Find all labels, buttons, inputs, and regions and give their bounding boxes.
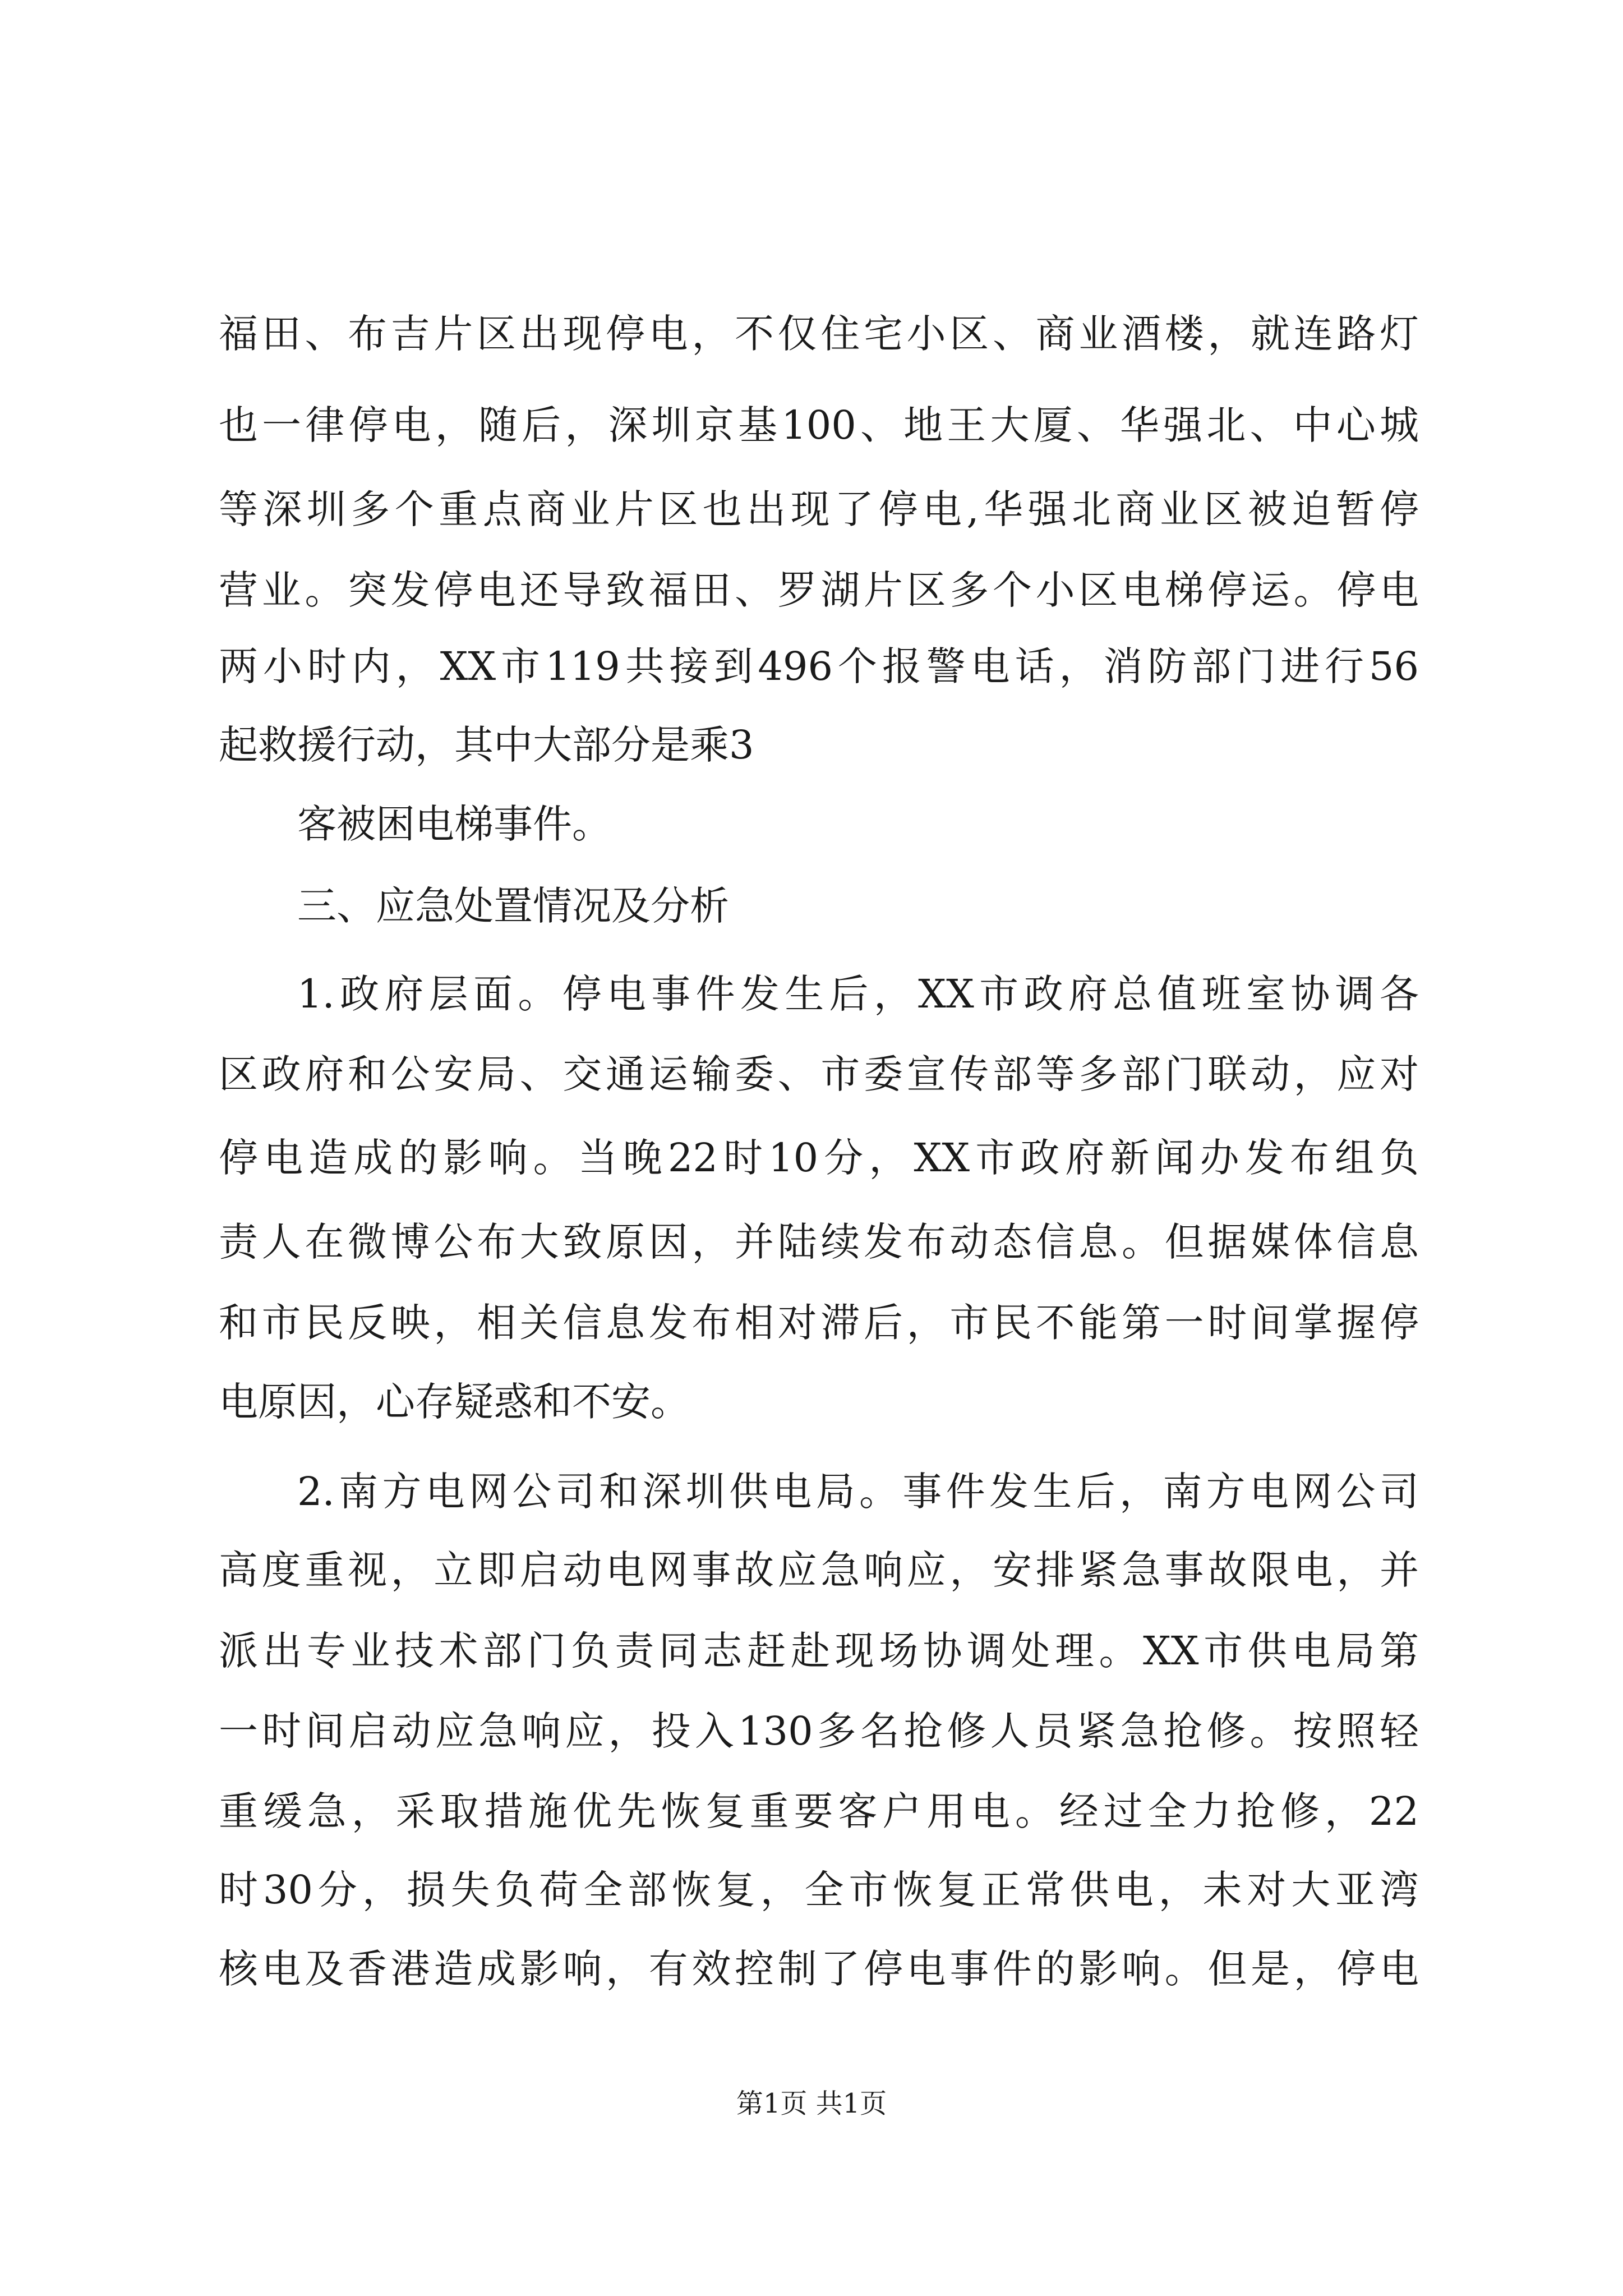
text-line: 时30分，损失负荷全部恢复，全市恢复正常供电，未对大亚湾	[219, 1867, 1419, 1913]
text-line: 两小时内，XX市119共接到496个报警电话，消防部门进行56	[219, 643, 1419, 689]
section-heading: 三、应急处置情况及分析	[297, 883, 729, 929]
text-line: 重缓急，采取措施优先恢复重要客户用电。经过全力抢修，22	[219, 1788, 1419, 1834]
text-line: 等深圳多个重点商业片区也出现了停电,华强北商业区被迫暂停	[219, 486, 1419, 532]
text-line: 和市民反映，相关信息发布相对滞后，市民不能第一时间掌握停	[219, 1300, 1419, 1346]
text-line: 2.南方电网公司和深圳供电局。事件发生后，南方电网公司	[297, 1469, 1419, 1515]
text-line: 1.政府层面。停电事件发生后，XX市政府总值班室协调各	[297, 971, 1419, 1017]
page-number-footer: 第1页 共1页	[736, 2088, 887, 2119]
text-line: 也一律停电，随后，深圳京基100、地王大厦、华强北、中心城	[219, 402, 1419, 448]
text-line: 派出专业技术部门负责同志赶赴现场协调处理。XX市供电局第	[219, 1628, 1419, 1674]
text-line: 起救援行动，其中大部分是乘3	[219, 722, 754, 768]
text-line: 区政府和公安局、交通运输委、市委宣传部等多部门联动，应对	[219, 1051, 1419, 1097]
text-line: 福田、布吉片区出现停电，不仅住宅小区、商业酒楼，就连路灯	[219, 311, 1419, 357]
text-line: 一时间启动应急响应，投入130多名抢修人员紧急抢修。按照轻	[219, 1708, 1419, 1754]
text-line: 电原因，心存疑惑和不安。	[219, 1379, 690, 1425]
text-line: 营业。突发停电还导致福田、罗湖片区多个小区电梯停运。停电	[219, 567, 1419, 613]
text-line: 客被困电梯事件。	[297, 801, 611, 847]
text-line: 高度重视，立即启动电网事故应急响应，安排紧急事故限电，并	[219, 1547, 1419, 1593]
text-line: 核电及香港造成影响，有效控制了停电事件的影响。但是，停电	[219, 1946, 1419, 1992]
text-line: 停电造成的影响。当晚22时10分，XX市政府新闻办发布组负	[219, 1135, 1419, 1181]
text-line: 责人在微博公布大致原因，并陆续发布动态信息。但据媒体信息	[219, 1219, 1419, 1265]
